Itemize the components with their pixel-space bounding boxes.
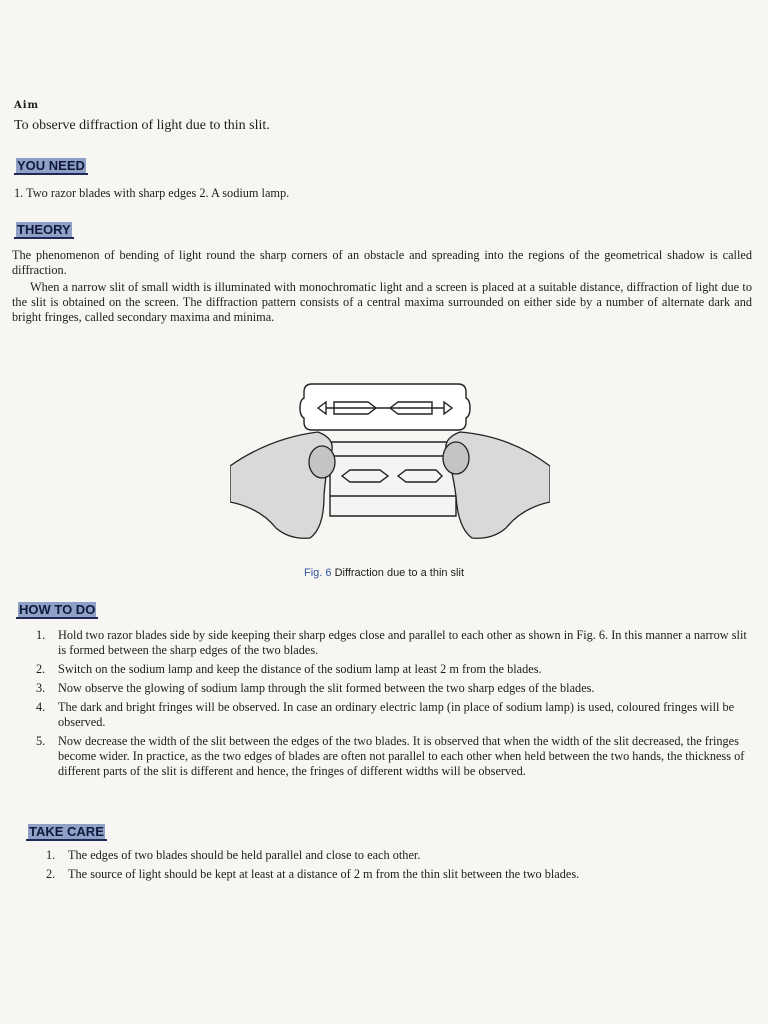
step-number: 4. (36, 700, 46, 714)
step-text: The dark and bright fringes will be observed. In case an ordinary electric lamp (in place of sodium lamp) is used, coloured fringes will be observed. (58, 700, 735, 729)
figure-caption (0, 567, 768, 579)
figure-caption-text: Diffraction due to a thin slit (334, 567, 464, 579)
theory-heading-label: THEORY (17, 222, 71, 237)
step-5 (36, 734, 754, 779)
lower-razor-blade (330, 442, 456, 516)
take-care-heading-label: TAKE CARE (29, 824, 104, 839)
you-need-text (14, 186, 754, 201)
step-number: 3. (36, 681, 46, 695)
right-hand (443, 432, 550, 538)
step-number: 1. (36, 628, 46, 642)
left-hand (230, 432, 335, 538)
step-number: 5. (36, 734, 46, 748)
step-text: Now observe the glowing of sodium lamp through the slit formed between the two sharp edges of the blades. (58, 681, 595, 695)
take-care-heading (26, 824, 107, 841)
theory-paragraph-2: When a narrow slit of small width is illuminated with monochromatic light and a screen is placed at a suitable distance, diffraction of light due to the slit is obtained on the screen. The diffraction pattern consists of a central maxima surrounded on either side by a number of alternate dark and bright fringes, called secondary maxima and minima. (12, 280, 752, 324)
step-text: Now decrease the width of the slit between the edges of the two blades. It is observed that when the width of the slit decreased, the fringes become wider. In practice, as the two edges of blades are often not parallel to each other when held between the two hands, the thickness of different parts of the slit is different and hence, the fringes of different widths will be observed. (58, 734, 745, 778)
step-text: Hold two razor blades side by side keeping their sharp edges close and parallel to each other as shown in Fig. 6. In this manner a narrow slit is formed between the sharp edges of the two blades. (58, 628, 747, 657)
take-care-text: The source of light should be kept at least at a distance of 2 m from the thin slit between the two blades. (68, 867, 580, 881)
how-to-do-steps (36, 628, 754, 783)
upper-razor-blade (300, 384, 470, 430)
step-3 (36, 681, 754, 696)
take-care-item-1 (46, 848, 754, 863)
razor-blades-figure (230, 378, 550, 558)
theory-heading (14, 222, 74, 239)
aim-text: To observe diffraction of light due to thin slit. (14, 118, 270, 133)
take-care-number: 2. (46, 867, 56, 881)
theory-text (12, 248, 752, 325)
step-1 (36, 628, 754, 658)
you-need-heading (14, 158, 88, 175)
step-2 (36, 662, 754, 677)
take-care-text: The edges of two blades should be held parallel and close to each other. (68, 848, 421, 862)
theory-paragraph-1: The phenomenon of bending of light round the sharp corners of an obstacle and spreading into the regions of the geometrical shadow is called diffraction. (12, 248, 752, 277)
step-text: Switch on the sodium lamp and keep the distance of the sodium lamp at least 2 m from the blades. (58, 662, 542, 676)
take-care-item-2 (46, 867, 754, 882)
figure-label: Fig. 6 (304, 567, 332, 579)
step-4 (36, 700, 754, 730)
take-care-number: 1. (46, 848, 56, 862)
aim-heading: Aim (14, 100, 40, 111)
how-to-do-heading (16, 602, 98, 619)
you-need-materials: 1. Two razor blades with sharp edges 2. A sodium lamp. (14, 186, 290, 200)
how-to-do-heading-label: HOW TO DO (19, 602, 96, 617)
you-need-heading-label: YOU NEED (17, 158, 85, 173)
step-number: 2. (36, 662, 46, 676)
take-care-list (46, 848, 754, 886)
